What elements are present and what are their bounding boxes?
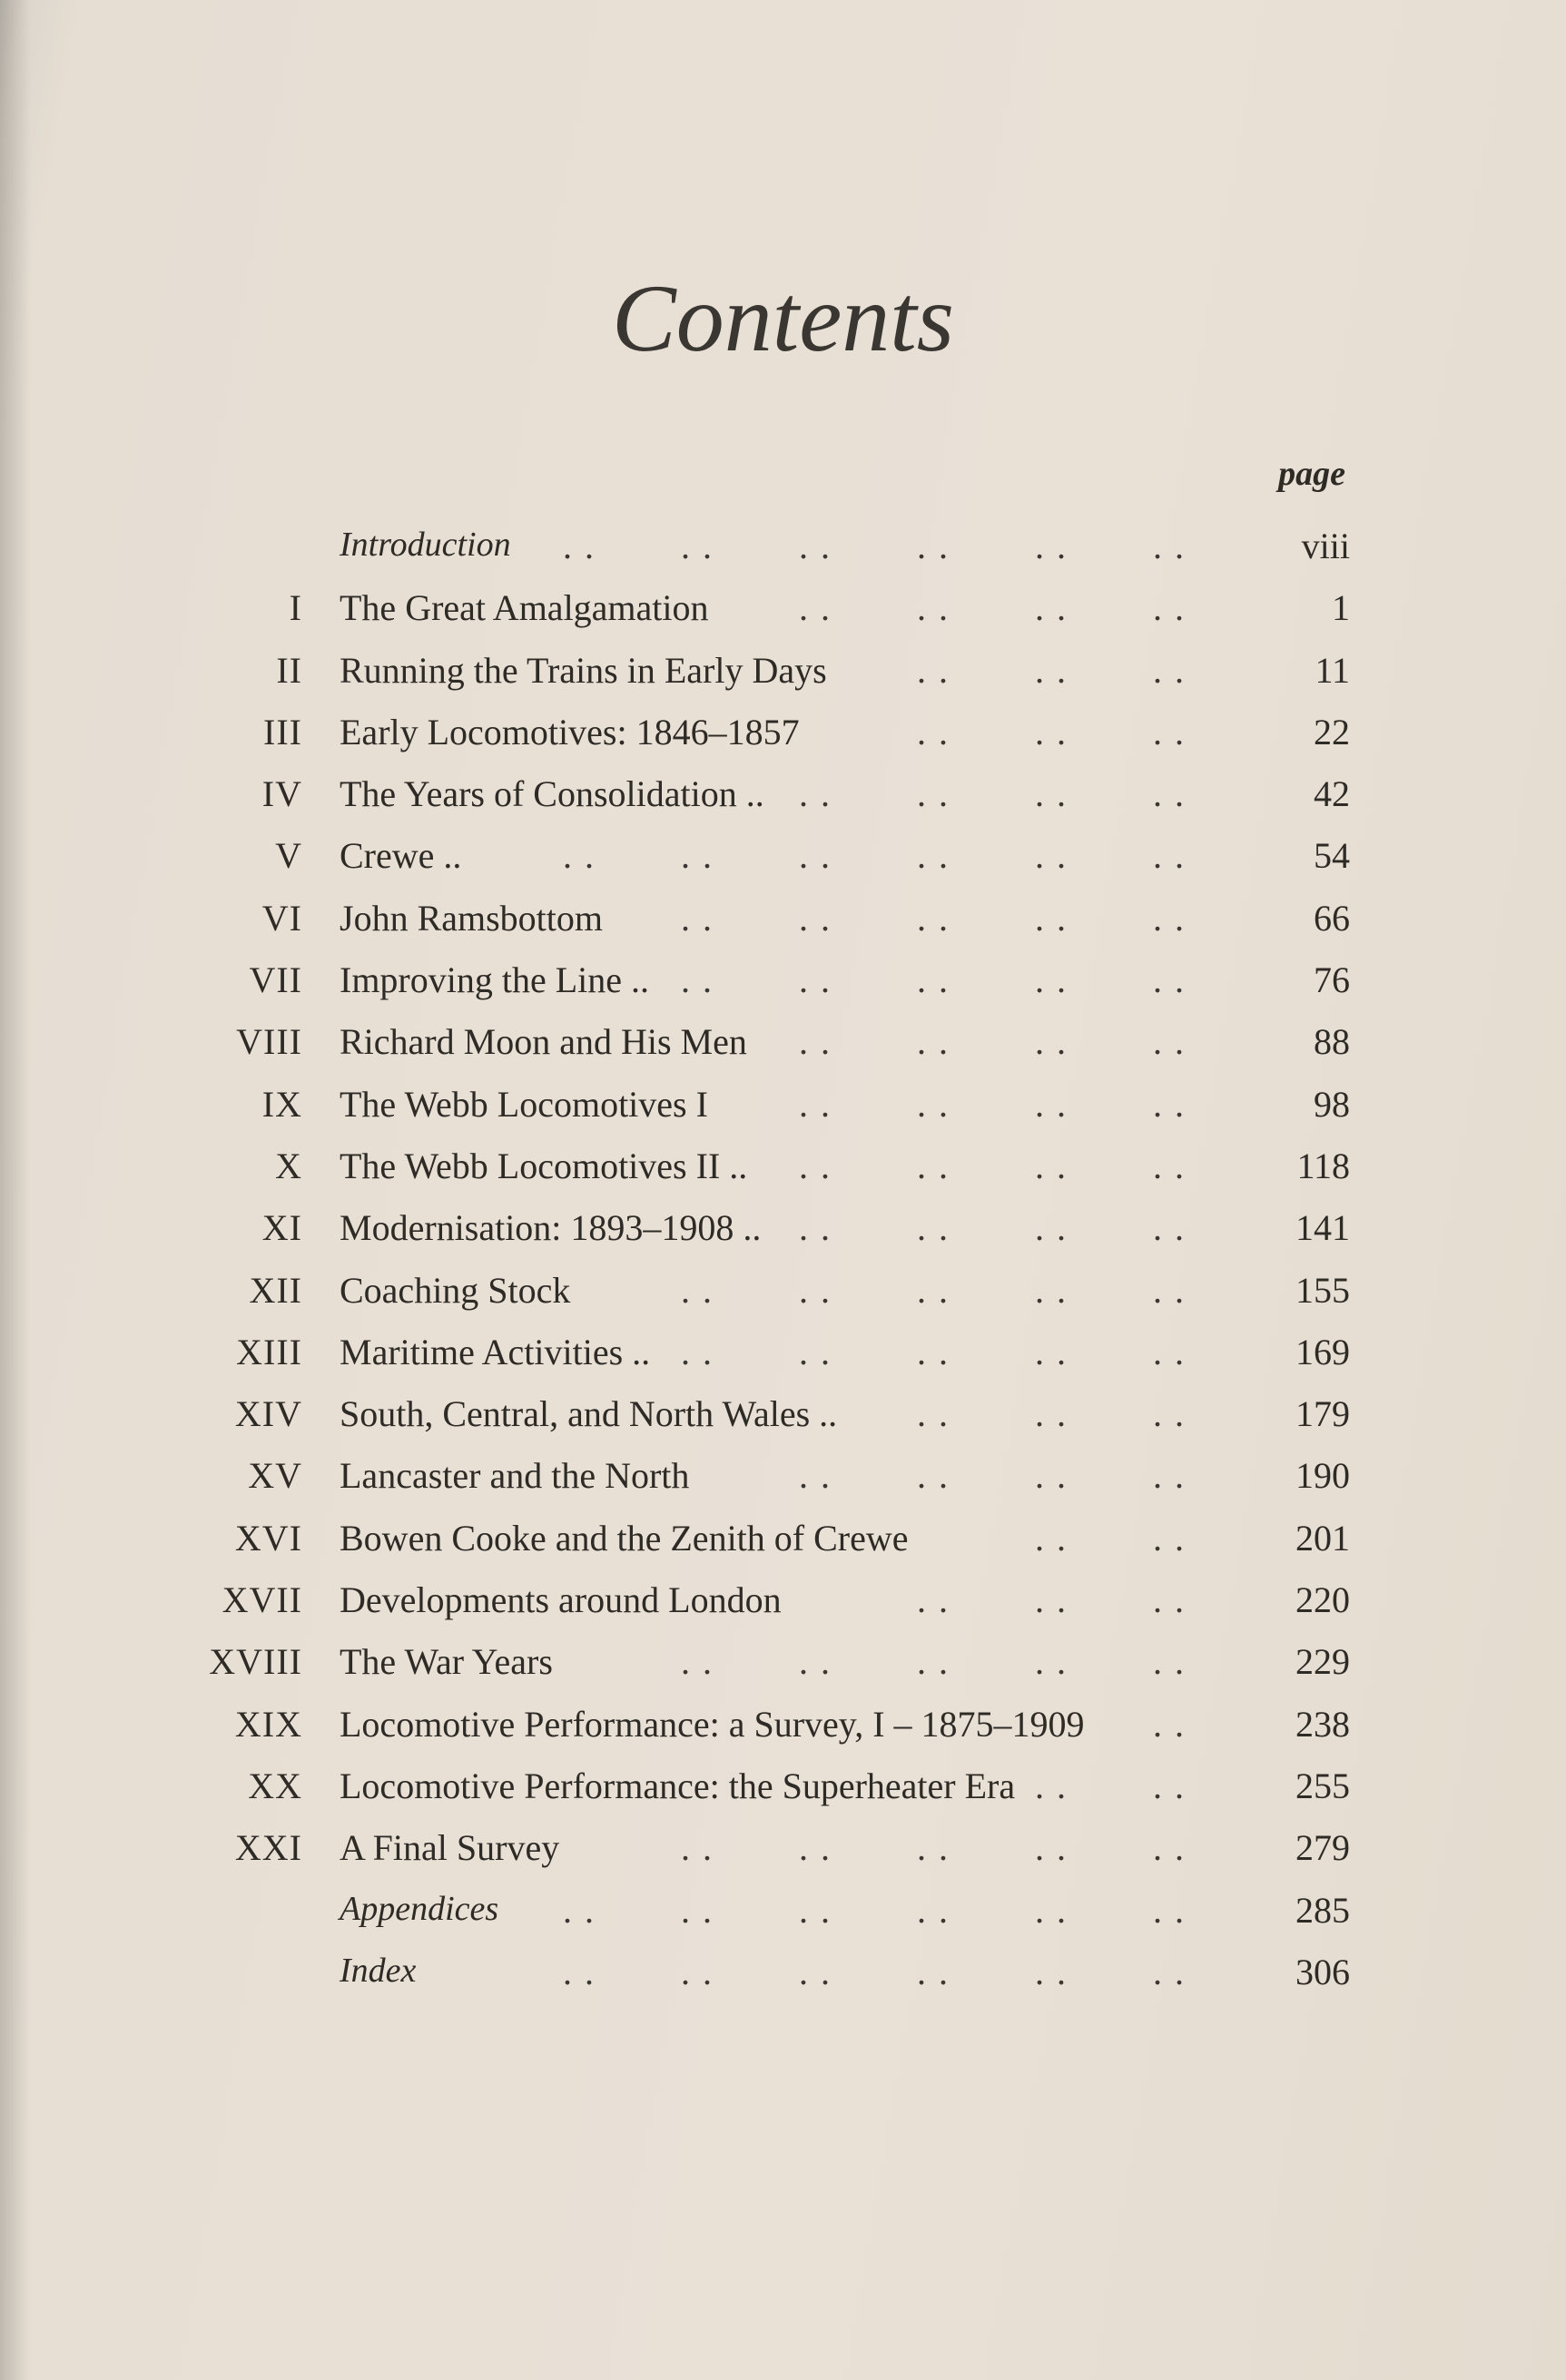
chapter-title: Modernisation: 1893–1908 .. [340, 1207, 762, 1249]
page-number: 98 [1314, 1083, 1350, 1125]
leader-dots: . . [917, 1951, 950, 1992]
chapter-title: South, Central, and North Wales .. [340, 1393, 838, 1435]
leader-dots: . . [1153, 1393, 1186, 1435]
toc-entry [0, 1258, 1566, 1320]
chapter-number: XV [248, 1455, 302, 1497]
chapter-title: Locomotive Performance: a Survey, I – 1875–1909 [340, 1703, 1085, 1745]
leader-dots: . . [1035, 1951, 1068, 1992]
leader-dots: . . [799, 1951, 832, 1992]
toc-entry [0, 1815, 1566, 1877]
leader-dots: . . [1035, 1269, 1068, 1311]
leader-dots: . . [1153, 1517, 1186, 1559]
leader-dots: . . [1153, 959, 1186, 1001]
leader-dots: . . [1035, 835, 1068, 877]
leader-dots: . . [681, 1827, 714, 1869]
toc-entry [0, 1382, 1566, 1443]
leader-dots: . . [799, 1083, 832, 1125]
leader-dots: . . [1035, 1145, 1068, 1186]
chapter-title: Developments around London [340, 1579, 782, 1621]
page-number: 238 [1295, 1703, 1350, 1745]
leader-dots: . . [1035, 1827, 1068, 1869]
toc-entry [0, 1692, 1566, 1754]
page-number: 285 [1295, 1889, 1350, 1931]
chapter-title: John Ramsbottom [340, 897, 604, 939]
leader-dots: . . [917, 1083, 950, 1125]
leader-dots: . . [799, 1331, 832, 1372]
leader-dots: . . [917, 1145, 950, 1186]
page-number: 220 [1295, 1579, 1350, 1621]
chapter-title: The Webb Locomotives I [340, 1083, 708, 1125]
chapter-number: XIX [234, 1703, 302, 1745]
leader-dots: . . [799, 1207, 832, 1249]
toc-entry [0, 1568, 1566, 1629]
toc-entry [0, 1754, 1566, 1815]
page-number: 11 [1315, 649, 1350, 691]
chapter-title: Crewe .. [340, 835, 462, 877]
leader-dots: . . [917, 1455, 950, 1497]
leader-dots: . . [917, 1331, 950, 1372]
leader-dots: . . [799, 1455, 832, 1497]
chapter-number: XVII [222, 1579, 302, 1621]
leader-dots: . . [563, 835, 596, 877]
leader-dots: . . [681, 1951, 714, 1992]
leader-dots: . . [799, 1827, 832, 1869]
leader-dots: . . [1153, 1703, 1186, 1745]
leader-dots: . . [917, 835, 950, 877]
leader-dots: . . [799, 773, 832, 815]
contents-heading: Contents [612, 265, 954, 371]
leader-dots: . . [1035, 711, 1068, 752]
chapter-number: XIV [234, 1393, 302, 1435]
chapter-number: XI [261, 1207, 302, 1249]
page-number: 22 [1314, 711, 1350, 752]
page-number: 306 [1295, 1951, 1350, 1992]
leader-dots: . . [917, 897, 950, 939]
chapter-number: XII [249, 1269, 302, 1311]
leader-dots: . . [1153, 1889, 1186, 1931]
toc-entry [0, 948, 1566, 1009]
leader-dots: . . [1153, 1765, 1186, 1806]
page-number: viii [1301, 526, 1350, 566]
page-number: 229 [1295, 1641, 1350, 1683]
toc-entry [0, 1506, 1566, 1568]
chapter-title: Bowen Cooke and the Zenith of Crewe [340, 1517, 909, 1559]
leader-dots: . . [563, 1889, 596, 1931]
leader-dots: . . [1035, 1021, 1068, 1063]
leader-dots: . . [1153, 1269, 1186, 1311]
leader-dots: . . [917, 587, 950, 629]
leader-dots: . . [799, 897, 832, 939]
leader-dots: . . [1035, 1393, 1068, 1435]
leader-dots: . . [1035, 1641, 1068, 1683]
leader-dots: . . [681, 1269, 714, 1311]
leader-dots: . . [681, 897, 714, 939]
chapter-number: XIII [236, 1331, 302, 1372]
leader-dots: . . [681, 1889, 714, 1931]
leader-dots: . . [799, 835, 832, 877]
chapter-number: XXI [234, 1827, 302, 1869]
leader-dots: . . [1153, 897, 1186, 939]
leader-dots: . . [1153, 1207, 1186, 1249]
chapter-title: Lancaster and the North [340, 1455, 690, 1497]
table-of-contents [0, 514, 1566, 2001]
page-number: 88 [1314, 1021, 1350, 1063]
page-number: 76 [1314, 959, 1350, 1001]
chapter-title: Introduction [340, 526, 511, 564]
leader-dots: . . [1153, 1331, 1186, 1372]
leader-dots: . . [1153, 1145, 1186, 1186]
leader-dots: . . [917, 773, 950, 815]
leader-dots: . . [1035, 773, 1068, 815]
leader-dots: . . [917, 959, 950, 1001]
page-number: 201 [1295, 1517, 1350, 1559]
chapter-title: Index [340, 1951, 417, 1990]
leader-dots: . . [917, 1269, 950, 1311]
leader-dots: . . [563, 526, 596, 566]
toc-entry [0, 1072, 1566, 1134]
page-number: 169 [1295, 1331, 1350, 1372]
chapter-number: II [276, 649, 302, 691]
leader-dots: . . [799, 1889, 832, 1931]
chapter-number: IX [261, 1083, 302, 1125]
page-number: 54 [1314, 835, 1350, 877]
leader-dots: . . [1035, 1455, 1068, 1497]
leader-dots: . . [917, 1579, 950, 1621]
chapter-title: Richard Moon and His Men [340, 1021, 747, 1063]
chapter-title: Running the Trains in Early Days [340, 649, 827, 691]
leader-dots: . . [1035, 959, 1068, 1001]
page-number: 42 [1314, 773, 1350, 815]
chapter-number: X [275, 1145, 302, 1186]
chapter-title: Coaching Stock [340, 1269, 571, 1311]
leader-dots: . . [917, 1393, 950, 1435]
leader-dots: . . [917, 1207, 950, 1249]
toc-entry [0, 823, 1566, 885]
leader-dots: . . [1035, 1765, 1068, 1806]
leader-dots: . . [1153, 1579, 1186, 1621]
leader-dots: . . [1035, 897, 1068, 939]
chapter-number: V [275, 835, 302, 877]
page-number: 66 [1314, 897, 1350, 939]
toc-entry [0, 514, 1566, 575]
toc-entry [0, 1320, 1566, 1382]
leader-dots: . . [1153, 1951, 1186, 1992]
page-number: 141 [1295, 1207, 1350, 1249]
leader-dots: . . [799, 1641, 832, 1683]
leader-dots: . . [917, 711, 950, 752]
leader-dots: . . [799, 959, 832, 1001]
chapter-title: The Great Amalgamation [340, 587, 709, 629]
leader-dots: . . [1035, 1207, 1068, 1249]
leader-dots: . . [681, 526, 714, 566]
chapter-number: III [263, 711, 302, 752]
leader-dots: . . [1035, 1331, 1068, 1372]
chapter-title: The War Years [340, 1641, 553, 1683]
leader-dots: . . [1153, 526, 1186, 566]
leader-dots: . . [799, 587, 832, 629]
chapter-number: XX [248, 1765, 302, 1806]
chapter-number: I [289, 587, 302, 629]
toc-entry [0, 886, 1566, 948]
leader-dots: . . [1035, 1517, 1068, 1559]
page-number: 255 [1295, 1765, 1350, 1806]
leader-dots: . . [563, 1951, 596, 1992]
leader-dots: . . [681, 959, 714, 1001]
toc-entry [0, 638, 1566, 700]
leader-dots: . . [1153, 649, 1186, 691]
leader-dots: . . [1153, 587, 1186, 629]
leader-dots: . . [1153, 1455, 1186, 1497]
leader-dots: . . [917, 1889, 950, 1931]
chapter-title: Appendices [340, 1889, 499, 1928]
leader-dots: . . [799, 1145, 832, 1186]
leader-dots: . . [799, 1269, 832, 1311]
leader-dots: . . [1035, 587, 1068, 629]
leader-dots: . . [1153, 1641, 1186, 1683]
page-number: 1 [1332, 587, 1350, 629]
toc-entry [0, 575, 1566, 637]
leader-dots: . . [917, 1641, 950, 1683]
leader-dots: . . [1153, 1827, 1186, 1869]
leader-dots: . . [1035, 526, 1068, 566]
leader-dots: . . [1035, 1889, 1068, 1931]
toc-entry [0, 1009, 1566, 1071]
page-number: 279 [1295, 1827, 1350, 1869]
leader-dots: . . [799, 1021, 832, 1063]
chapter-number: VI [261, 897, 302, 939]
leader-dots: . . [1035, 1579, 1068, 1621]
leader-dots: . . [1153, 835, 1186, 877]
leader-dots: . . [917, 1827, 950, 1869]
leader-dots: . . [917, 526, 950, 566]
page-number: 179 [1295, 1393, 1350, 1435]
leader-dots: . . [917, 1021, 950, 1063]
chapter-number: XVIII [209, 1641, 302, 1683]
chapter-number: VII [249, 959, 302, 1001]
leader-dots: . . [1035, 1083, 1068, 1125]
chapter-title: A Final Survey [340, 1827, 560, 1869]
leader-dots: . . [681, 1641, 714, 1683]
toc-entry [0, 700, 1566, 762]
chapter-title: Improving the Line .. [340, 959, 650, 1001]
toc-entry [0, 762, 1566, 823]
leader-dots: . . [681, 835, 714, 877]
toc-entry [0, 1629, 1566, 1691]
leader-dots: . . [917, 649, 950, 691]
leader-dots: . . [1153, 773, 1186, 815]
leader-dots: . . [1153, 1021, 1186, 1063]
page-number: 155 [1295, 1269, 1350, 1311]
page-number: 118 [1296, 1145, 1350, 1186]
page-column-label: page [1278, 455, 1345, 493]
chapter-title: Locomotive Performance: the Superheater Era [340, 1765, 1016, 1806]
chapter-title: The Webb Locomotives II .. [340, 1145, 748, 1186]
toc-entry [0, 1195, 1566, 1257]
toc-entry [0, 1443, 1566, 1505]
toc-entry [0, 1134, 1566, 1195]
page-number: 190 [1295, 1455, 1350, 1497]
chapter-number: IV [261, 773, 302, 815]
leader-dots: . . [1153, 1083, 1186, 1125]
chapter-title: Early Locomotives: 1846–1857 [340, 711, 800, 752]
chapter-number: VIII [236, 1021, 302, 1063]
chapter-title: The Years of Consolidation .. [340, 773, 764, 815]
chapter-title: Maritime Activities .. [340, 1331, 651, 1372]
toc-entry [0, 1878, 1566, 1940]
leader-dots: . . [681, 1331, 714, 1372]
toc-entry [0, 1940, 1566, 2001]
leader-dots: . . [1035, 649, 1068, 691]
chapter-number: XVI [234, 1517, 302, 1559]
leader-dots: . . [799, 526, 832, 566]
leader-dots: . . [1153, 711, 1186, 752]
